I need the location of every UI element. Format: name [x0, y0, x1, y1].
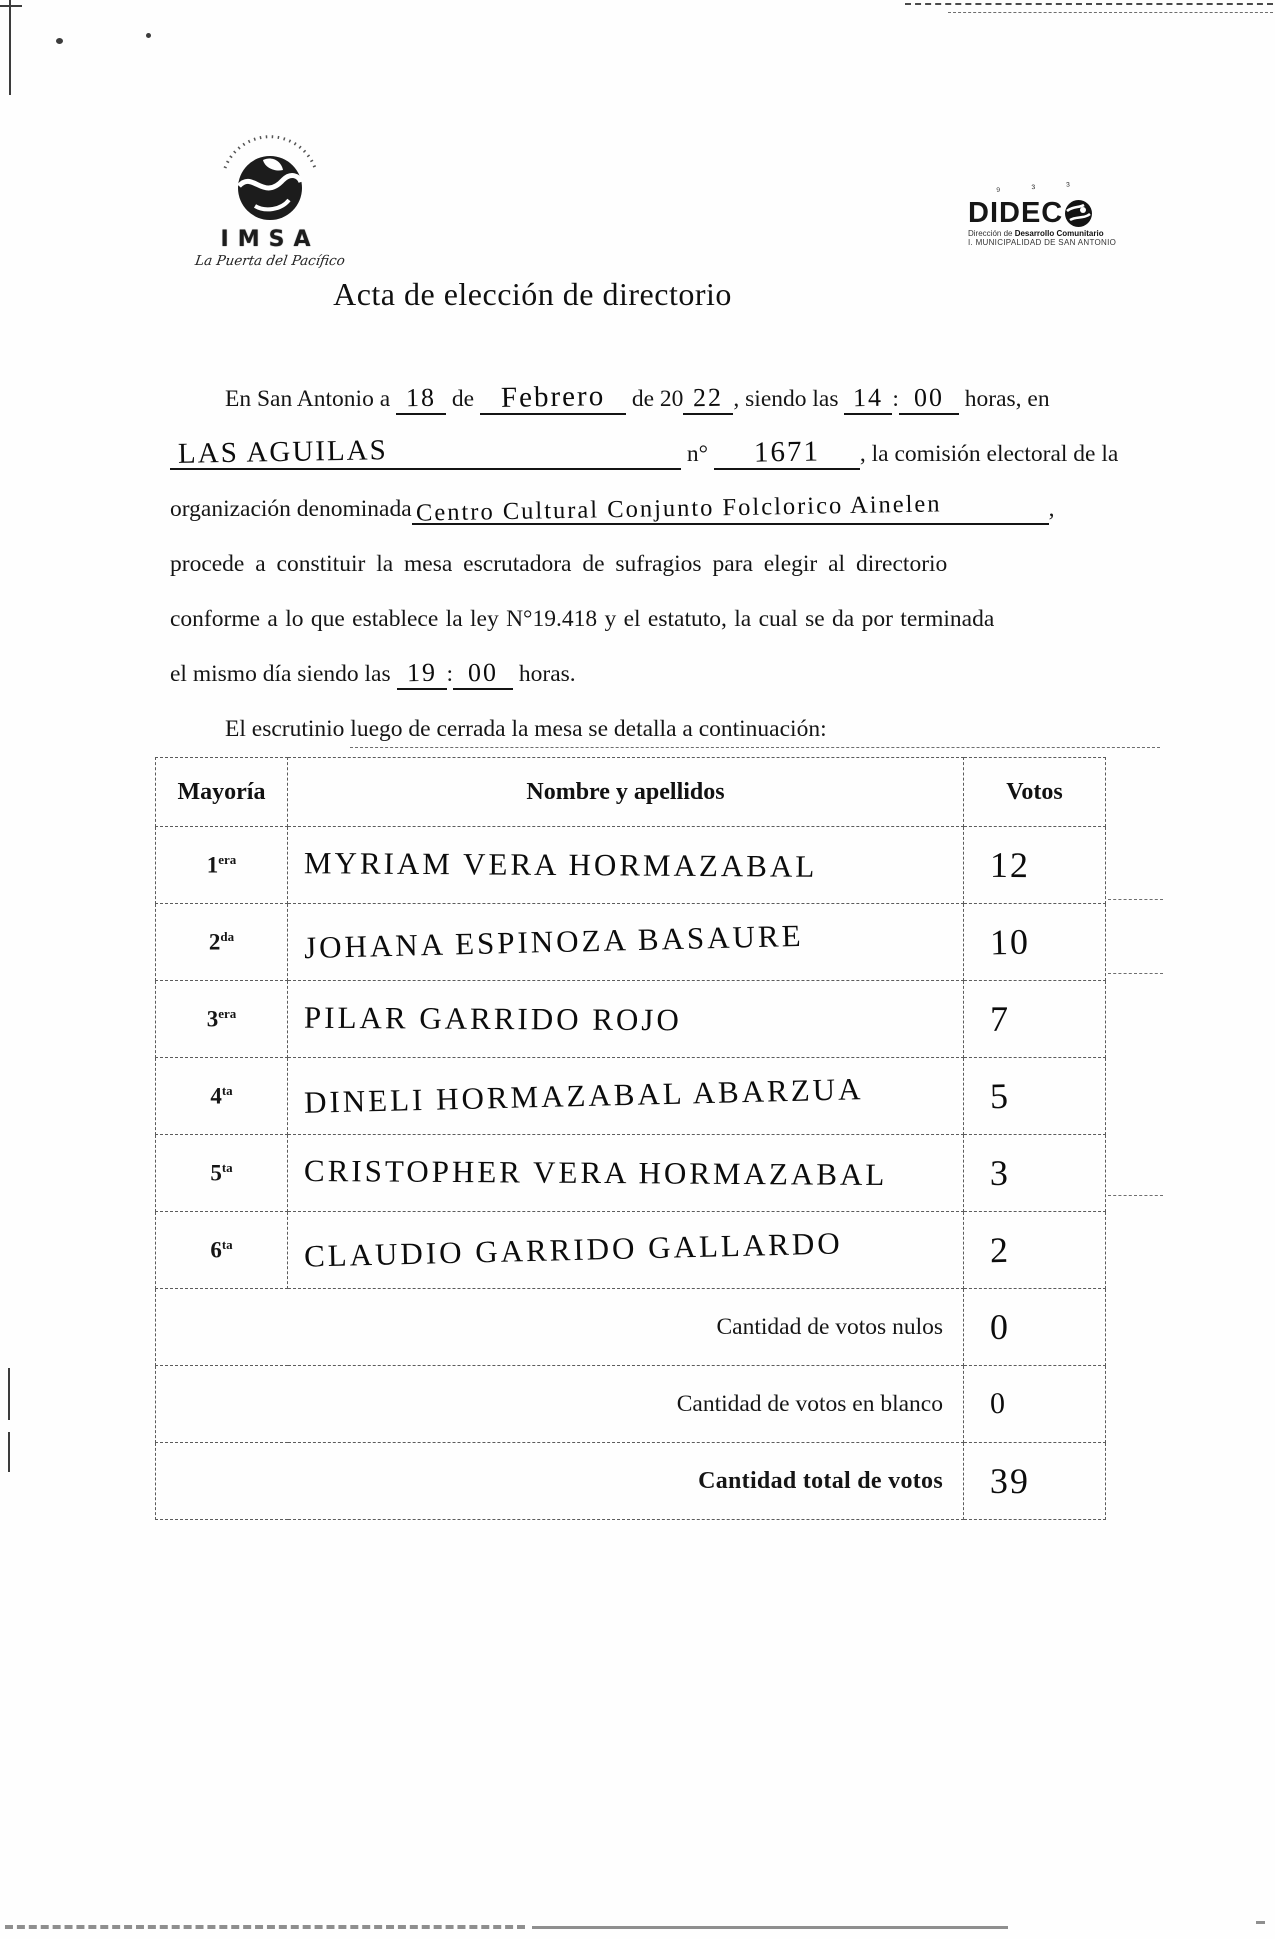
null-votes-count: 0: [989, 1306, 1011, 1348]
rank-ordinal: da: [220, 928, 235, 944]
imsa-emblem-icon: [205, 128, 335, 226]
table-row: [156, 1058, 1106, 1135]
paragraph-line-7: El escrutinio luego de cerrada la mesa se detalla a continuación:: [225, 716, 827, 742]
handwritten-address: LAS AGUILAS: [177, 434, 388, 470]
rank-label: 3: [206, 1006, 219, 1032]
scan-artifact-corner-vertical: [9, 0, 11, 95]
day-blank: [396, 382, 446, 415]
summary-label-total: Cantidad total de votos: [156, 1443, 964, 1520]
dideco-municipality: I. MUNICIPALIDAD DE SAN ANTONIO: [968, 238, 1117, 247]
candidate-name: MYRIAM VERA HORMAZABAL: [303, 845, 818, 884]
scan-artifact-row-dash-3: [1108, 1195, 1163, 1196]
dideco-wordmark: DIDEC: [968, 197, 1064, 229]
paragraph-line-4: procede a constituir la mesa escrutadora de sufragios para elegir al directorio: [170, 551, 948, 577]
blank-votes-count: 0: [989, 1386, 1008, 1421]
scan-artifact-left-edge-mark-1: [8, 1368, 10, 1420]
table-row: [156, 981, 1106, 1058]
candidate-name: CRISTOPHER VERA HORMAZABAL: [303, 1152, 888, 1193]
table-row: [156, 1135, 1106, 1212]
rank-ordinal: era: [218, 851, 237, 867]
printed-text: de: [451, 386, 475, 412]
dideco-globe-icon: [1064, 199, 1093, 228]
candidate-name: PILAR GARRIDO ROJO: [303, 999, 682, 1038]
handwritten-month: Febrero: [500, 380, 606, 414]
vote-count: 10: [989, 921, 1031, 963]
rank-label: 4: [210, 1083, 222, 1109]
end-hour-blank: [397, 657, 447, 690]
summary-row-blanco: [156, 1366, 1106, 1443]
summary-row-total: [156, 1443, 1106, 1520]
table-row: [156, 827, 1106, 904]
handwritten-day: 18: [405, 382, 437, 413]
start-minutes-blank: [899, 382, 959, 415]
rank-label: 2: [208, 929, 221, 955]
year-blank: [683, 382, 733, 415]
start-hour-blank: [844, 382, 892, 415]
header-votos: Votos: [964, 758, 1106, 827]
printed-text: En San Antonio a: [225, 386, 391, 412]
vote-count: 7: [989, 998, 1011, 1040]
printed-text: organización denominada: [170, 496, 412, 522]
candidate-name: CLAUDIO GARRIDO GALLARDO: [303, 1225, 844, 1274]
handwritten-year: 22: [693, 382, 724, 413]
paragraph-line-1: [170, 372, 1170, 427]
summary-label: Cantidad de votos nulos: [156, 1289, 964, 1366]
paragraph-line-3: [170, 482, 1170, 537]
handwritten-start-minutes: 00: [913, 382, 945, 413]
scan-artifact-bottom-dashes: [5, 1925, 525, 1929]
printed-text: n°: [686, 441, 709, 467]
body-paragraph: [170, 372, 1170, 757]
summary-label: Cantidad de votos en blanco: [156, 1366, 964, 1443]
rank-ordinal: era: [218, 1005, 237, 1021]
header-mayoria: Mayoría: [156, 758, 288, 827]
election-results-table: [155, 757, 1106, 1520]
imsa-tagline: La Puerta del Pacífico: [194, 253, 346, 269]
dideco-subtitle-bold: Desarrollo Comunitario: [1014, 229, 1104, 238]
candidate-name: DINELI HORMAZABAL ABARZUA: [303, 1071, 864, 1120]
paragraph-line-2: [170, 427, 1170, 482]
rank-label: 6: [210, 1237, 222, 1263]
imsa-logo: [185, 128, 355, 269]
table-header-row: [156, 758, 1106, 827]
candidate-name: JOHANA ESPINOZA BASAURE: [303, 917, 804, 966]
rank-label: 5: [210, 1160, 222, 1186]
scan-artifact-corner-horizontal: [0, 5, 22, 7]
total-votes-count: 39: [989, 1460, 1031, 1502]
vote-count: 12: [989, 844, 1031, 886]
scan-artifact-top-right-dashes-2: [948, 12, 1273, 13]
rank-ordinal: ta: [221, 1159, 233, 1175]
dideco-logo: [968, 180, 1188, 247]
printed-text: :: [446, 661, 454, 687]
printed-text: horas, en: [964, 386, 1050, 412]
vote-count: 3: [989, 1152, 1011, 1194]
paragraph-line-5: conforme a lo que establece la ley N°19.418 y el estatuto, la cual se da por terminada: [170, 606, 995, 632]
rank-label: 1: [206, 852, 219, 878]
scan-artifact-row-dash-1: [1108, 899, 1163, 900]
paragraph-line-6: [170, 647, 1170, 702]
end-minutes-blank: [453, 657, 513, 690]
scan-artifact-bottom-tick: [1256, 1921, 1265, 1924]
address-blank: [170, 434, 681, 470]
table-row: [156, 904, 1106, 981]
scan-artifact-row-dash-2: [1108, 973, 1163, 974]
printed-text: horas.: [518, 661, 576, 687]
organization-blank: [412, 490, 1049, 527]
imsa-acronym: IMSA: [220, 227, 320, 252]
scan-artifact-dot-2: [146, 33, 151, 38]
scan-artifact-dot-1: [56, 38, 63, 44]
printed-text: , siendo las: [733, 386, 839, 412]
table-row: [156, 1212, 1106, 1289]
vote-count: 2: [989, 1229, 1011, 1271]
dideco-specks: ⁹ ³ ³: [995, 179, 1085, 198]
street-number-blank: [714, 435, 860, 470]
vote-count: 5: [989, 1075, 1011, 1117]
printed-text: :: [892, 386, 899, 412]
month-blank: [480, 380, 626, 415]
summary-row-nulos: [156, 1289, 1106, 1366]
handwritten-end-hour: 19: [406, 657, 437, 688]
header-nombre: Nombre y apellidos: [288, 758, 964, 827]
scan-artifact-left-edge-mark-2: [8, 1432, 10, 1472]
printed-text: ,: [1048, 496, 1055, 522]
scan-artifact-top-right-dashes-1: [905, 3, 1273, 5]
handwritten-start-hour: 14: [853, 382, 884, 413]
printed-text: , la comisión electoral de la: [859, 441, 1119, 467]
handwritten-organization: Centro Cultural Conjunto Folclorico Ainelen: [415, 490, 942, 527]
printed-text: de 20: [631, 386, 684, 412]
rank-ordinal: ta: [221, 1082, 233, 1098]
scan-artifact-bottom-line: [532, 1926, 1008, 1929]
printed-text: el mismo día siendo las: [170, 661, 391, 687]
handwritten-street-number: 1671: [753, 435, 821, 469]
page-title: Acta de elección de directorio: [333, 276, 732, 312]
handwritten-end-minutes: 00: [467, 657, 499, 688]
rank-ordinal: ta: [221, 1236, 233, 1252]
dideco-subtitle-light: Dirección de: [968, 229, 1015, 238]
